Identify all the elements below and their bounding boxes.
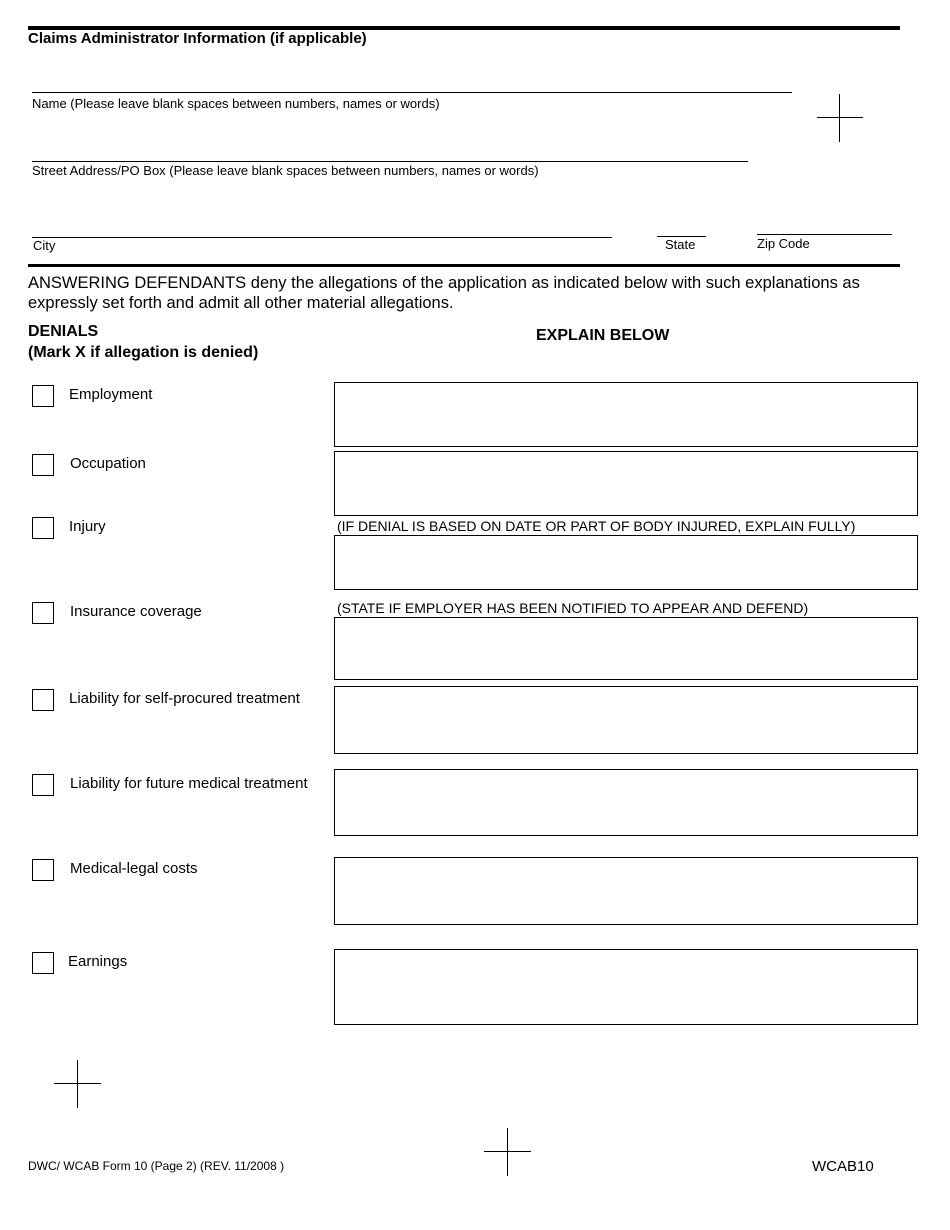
explain-box-earnings[interactable] bbox=[334, 949, 918, 1025]
checkbox-self-procured-treatment[interactable] bbox=[32, 689, 54, 711]
street-field-label: Street Address/PO Box (Please leave blank spaces between numbers, names or words) bbox=[32, 163, 539, 178]
insurance-coverage-instruction: (STATE IF EMPLOYER HAS BEEN NOTIFIED TO APPEAR AND DEFEND) bbox=[337, 600, 809, 616]
name-field-label: Name (Please leave blank spaces between numbers, names or words) bbox=[32, 96, 440, 111]
denials-heading-instruction: (Mark X if allegation is denied) bbox=[28, 344, 259, 361]
explain-box-occupation[interactable] bbox=[334, 451, 918, 516]
checkbox-employment[interactable] bbox=[32, 385, 54, 407]
explain-box-insurance-coverage[interactable] bbox=[334, 617, 918, 680]
denial-label-future-medical-treatment: Liability for future medical treatment bbox=[70, 775, 308, 792]
explain-heading: EXPLAIN BELOW bbox=[536, 327, 670, 344]
state-field-label: State bbox=[665, 237, 696, 252]
denial-label-occupation: Occupation bbox=[70, 455, 146, 472]
denial-label-employment: Employment bbox=[69, 386, 153, 403]
city-field-line[interactable] bbox=[32, 237, 612, 238]
explain-box-self-procured-treatment[interactable] bbox=[334, 686, 918, 754]
checkbox-occupation[interactable] bbox=[32, 454, 54, 476]
zip-field-line[interactable] bbox=[757, 234, 892, 235]
denial-label-self-procured-treatment: Liability for self-procured treatment bbox=[69, 690, 300, 707]
footer-form-id: DWC/ WCAB Form 10 (Page 2) (REV. 11/2008 ) bbox=[28, 1159, 285, 1173]
section-title: Claims Administrator Information (if applicable) bbox=[28, 30, 367, 47]
denial-label-earnings: Earnings bbox=[68, 953, 128, 970]
denial-label-insurance-coverage: Insurance coverage bbox=[70, 603, 202, 620]
explain-box-future-medical-treatment[interactable] bbox=[334, 769, 918, 836]
checkbox-future-medical-treatment[interactable] bbox=[32, 774, 54, 796]
checkbox-insurance-coverage[interactable] bbox=[32, 602, 54, 624]
denial-label-injury: Injury bbox=[69, 518, 106, 535]
street-field-line[interactable] bbox=[32, 161, 748, 162]
checkbox-injury[interactable] bbox=[32, 517, 54, 539]
zip-field-label: Zip Code bbox=[757, 236, 810, 251]
footer-form-code: WCAB10 bbox=[812, 1158, 874, 1175]
explain-box-injury[interactable] bbox=[334, 535, 918, 590]
city-field-label: City bbox=[33, 238, 56, 253]
name-field-line[interactable] bbox=[32, 92, 792, 93]
denial-label-medical-legal-costs: Medical-legal costs bbox=[70, 860, 198, 877]
explain-box-employment[interactable] bbox=[334, 382, 918, 447]
explain-box-medical-legal-costs[interactable] bbox=[334, 857, 918, 925]
checkbox-medical-legal-costs[interactable] bbox=[32, 859, 54, 881]
statement-text: ANSWERING DEFENDANTS deny the allegations of the application as indicated below with such explanations as expressly set forth and admit all other material allegations. bbox=[28, 274, 860, 312]
denials-heading-title: DENIALS bbox=[28, 323, 99, 340]
denials-heading bbox=[28, 321, 258, 363]
injury-instruction: (IF DENIAL IS BASED ON DATE OR PART OF BODY INJURED, EXPLAIN FULLY) bbox=[337, 518, 856, 534]
section-divider-rule bbox=[28, 264, 900, 267]
checkbox-earnings[interactable] bbox=[32, 952, 54, 974]
